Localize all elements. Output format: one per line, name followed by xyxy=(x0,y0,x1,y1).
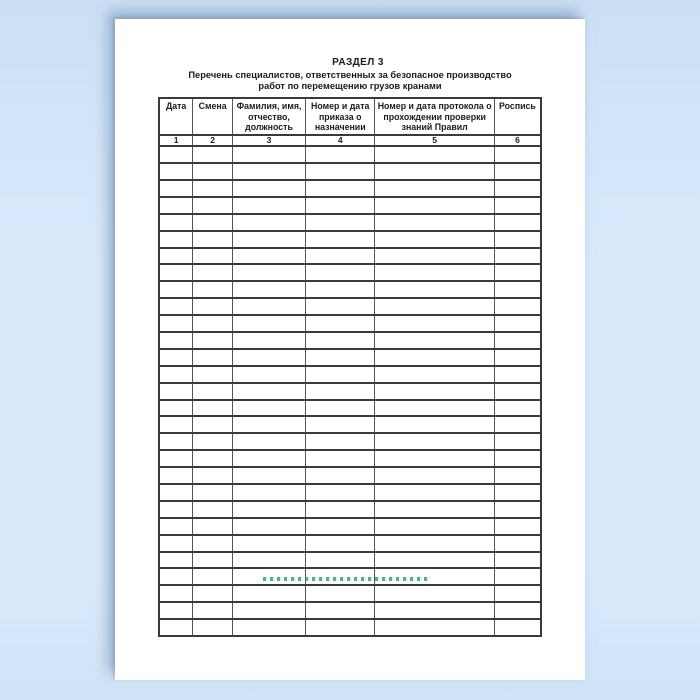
empty-cell xyxy=(233,349,306,366)
empty-cell xyxy=(193,484,233,501)
column-number-row xyxy=(159,135,541,146)
empty-cell xyxy=(233,366,306,383)
empty-cell xyxy=(494,146,541,163)
table-row xyxy=(159,248,541,265)
empty-cell xyxy=(375,383,494,400)
empty-cell xyxy=(305,264,375,281)
empty-cell xyxy=(193,281,233,298)
empty-cell xyxy=(159,281,193,298)
empty-cell xyxy=(159,416,193,433)
empty-cell xyxy=(233,602,306,619)
table-row xyxy=(159,366,541,383)
empty-cell xyxy=(494,180,541,197)
empty-cell xyxy=(233,400,306,417)
empty-cell xyxy=(305,315,375,332)
empty-cell xyxy=(193,349,233,366)
empty-cell xyxy=(159,180,193,197)
empty-cell xyxy=(375,585,494,602)
empty-cell xyxy=(494,501,541,518)
empty-cell xyxy=(305,332,375,349)
empty-cell xyxy=(233,552,306,569)
empty-cell xyxy=(193,501,233,518)
table-row xyxy=(159,281,541,298)
empty-cell xyxy=(159,467,193,484)
empty-cell xyxy=(193,332,233,349)
empty-cell xyxy=(233,315,306,332)
empty-cell xyxy=(305,383,375,400)
empty-cell xyxy=(494,349,541,366)
empty-cell xyxy=(305,180,375,197)
empty-cell xyxy=(305,585,375,602)
empty-cell xyxy=(193,163,233,180)
empty-cell xyxy=(494,585,541,602)
empty-cell xyxy=(233,332,306,349)
empty-cell xyxy=(375,214,494,231)
column-header: Номер и дата приказа о назначении xyxy=(305,98,375,135)
empty-cell xyxy=(159,568,193,585)
table-row xyxy=(159,467,541,484)
empty-cell xyxy=(233,501,306,518)
empty-cell xyxy=(159,163,193,180)
empty-cell xyxy=(494,619,541,636)
empty-cell xyxy=(494,400,541,417)
empty-cell xyxy=(159,383,193,400)
section-title: РАЗДЕЛ 3 xyxy=(332,57,384,68)
empty-cell xyxy=(233,467,306,484)
empty-cell xyxy=(233,231,306,248)
empty-cell xyxy=(375,501,494,518)
empty-cell xyxy=(305,197,375,214)
empty-cell xyxy=(375,349,494,366)
empty-cell xyxy=(233,450,306,467)
empty-cell xyxy=(159,214,193,231)
table-row xyxy=(159,450,541,467)
table-row xyxy=(159,535,541,552)
empty-cell xyxy=(233,214,306,231)
empty-cell xyxy=(305,416,375,433)
empty-cell xyxy=(494,315,541,332)
empty-cell xyxy=(233,433,306,450)
empty-cell xyxy=(494,518,541,535)
column-header: Роспись xyxy=(494,98,541,135)
empty-cell xyxy=(375,248,494,265)
empty-cell xyxy=(494,197,541,214)
empty-cell xyxy=(159,231,193,248)
empty-cell xyxy=(375,315,494,332)
empty-cell xyxy=(375,552,494,569)
empty-cell xyxy=(305,484,375,501)
table-row xyxy=(159,214,541,231)
empty-cell xyxy=(233,180,306,197)
empty-cell xyxy=(305,535,375,552)
empty-cell xyxy=(494,383,541,400)
empty-cell xyxy=(193,602,233,619)
empty-cell xyxy=(159,433,193,450)
empty-cell xyxy=(494,467,541,484)
column-number: 3 xyxy=(233,135,306,146)
empty-cell xyxy=(233,619,306,636)
empty-cell xyxy=(159,366,193,383)
empty-cell xyxy=(305,248,375,265)
empty-cell xyxy=(375,619,494,636)
empty-cell xyxy=(193,416,233,433)
column-header: Номер и дата протокола о прохождении проверки знаний Правил xyxy=(375,98,494,135)
empty-cell xyxy=(375,400,494,417)
empty-cell xyxy=(193,467,233,484)
table-row xyxy=(159,231,541,248)
specialists-table xyxy=(158,97,542,637)
empty-cell xyxy=(159,450,193,467)
empty-cell xyxy=(193,552,233,569)
empty-cell xyxy=(375,180,494,197)
empty-cell xyxy=(193,264,233,281)
empty-cell xyxy=(233,281,306,298)
empty-cell xyxy=(494,552,541,569)
subtitle-line-1: Перечень специалистов, ответственных за безопасное производство xyxy=(188,70,512,80)
empty-cell xyxy=(494,433,541,450)
watermark xyxy=(263,577,431,581)
empty-cell xyxy=(233,535,306,552)
table-row xyxy=(159,163,541,180)
table-row xyxy=(159,416,541,433)
empty-cell xyxy=(305,349,375,366)
empty-cell xyxy=(193,298,233,315)
empty-cell xyxy=(494,248,541,265)
empty-cell xyxy=(375,450,494,467)
empty-cell xyxy=(193,568,233,585)
empty-cell xyxy=(375,264,494,281)
empty-cell xyxy=(375,332,494,349)
empty-cell xyxy=(375,518,494,535)
table-row xyxy=(159,383,541,400)
empty-cell xyxy=(233,146,306,163)
table-row xyxy=(159,602,541,619)
empty-cell xyxy=(193,518,233,535)
column-header: Фамилия, имя, отчество, должность xyxy=(233,98,306,135)
empty-cell xyxy=(193,197,233,214)
empty-cell xyxy=(494,535,541,552)
empty-cell xyxy=(159,197,193,214)
empty-cell xyxy=(193,383,233,400)
empty-cell xyxy=(494,568,541,585)
empty-cell xyxy=(305,214,375,231)
table-row xyxy=(159,197,541,214)
empty-cell xyxy=(305,518,375,535)
empty-cell xyxy=(305,281,375,298)
empty-cell xyxy=(233,298,306,315)
header-row xyxy=(159,98,541,135)
table-row xyxy=(159,433,541,450)
table-row xyxy=(159,585,541,602)
empty-cell xyxy=(494,264,541,281)
empty-cell xyxy=(159,518,193,535)
document-subtitle xyxy=(115,70,585,91)
empty-cell xyxy=(305,146,375,163)
empty-cell xyxy=(305,298,375,315)
empty-cell xyxy=(375,484,494,501)
empty-cell xyxy=(375,231,494,248)
column-header: Смена xyxy=(193,98,233,135)
table-body xyxy=(159,146,541,636)
column-number: 2 xyxy=(193,135,233,146)
empty-cell xyxy=(159,501,193,518)
document-page xyxy=(115,19,585,680)
table-row xyxy=(159,400,541,417)
column-number: 1 xyxy=(159,135,193,146)
empty-cell xyxy=(193,433,233,450)
column-number: 4 xyxy=(305,135,375,146)
table-row xyxy=(159,298,541,315)
table-row xyxy=(159,146,541,163)
empty-cell xyxy=(159,535,193,552)
empty-cell xyxy=(305,501,375,518)
empty-cell xyxy=(494,332,541,349)
table-row xyxy=(159,619,541,636)
empty-cell xyxy=(233,248,306,265)
empty-cell xyxy=(494,450,541,467)
empty-cell xyxy=(159,400,193,417)
empty-cell xyxy=(305,433,375,450)
empty-cell xyxy=(193,315,233,332)
empty-cell xyxy=(305,231,375,248)
empty-cell xyxy=(193,180,233,197)
empty-cell xyxy=(494,231,541,248)
empty-cell xyxy=(305,619,375,636)
table-row xyxy=(159,501,541,518)
empty-cell xyxy=(159,602,193,619)
table-header xyxy=(159,98,541,146)
empty-cell xyxy=(375,416,494,433)
table-row xyxy=(159,484,541,501)
empty-cell xyxy=(305,400,375,417)
table-row xyxy=(159,518,541,535)
empty-cell xyxy=(193,248,233,265)
empty-cell xyxy=(193,214,233,231)
empty-cell xyxy=(159,349,193,366)
empty-cell xyxy=(159,552,193,569)
empty-cell xyxy=(494,298,541,315)
empty-cell xyxy=(233,197,306,214)
empty-cell xyxy=(233,163,306,180)
empty-cell xyxy=(375,281,494,298)
empty-cell xyxy=(193,366,233,383)
empty-cell xyxy=(233,518,306,535)
empty-cell xyxy=(494,281,541,298)
empty-cell xyxy=(233,383,306,400)
empty-cell xyxy=(305,552,375,569)
empty-cell xyxy=(375,433,494,450)
empty-cell xyxy=(159,484,193,501)
empty-cell xyxy=(494,484,541,501)
column-number: 5 xyxy=(375,135,494,146)
empty-cell xyxy=(193,585,233,602)
table-row xyxy=(159,332,541,349)
empty-cell xyxy=(494,416,541,433)
empty-cell xyxy=(494,366,541,383)
table-row xyxy=(159,180,541,197)
empty-cell xyxy=(375,467,494,484)
empty-cell xyxy=(233,416,306,433)
empty-cell xyxy=(233,264,306,281)
table-row xyxy=(159,264,541,281)
empty-cell xyxy=(193,450,233,467)
empty-cell xyxy=(193,619,233,636)
column-number: 6 xyxy=(494,135,541,146)
empty-cell xyxy=(233,484,306,501)
empty-cell xyxy=(375,146,494,163)
empty-cell xyxy=(305,366,375,383)
empty-cell xyxy=(193,231,233,248)
table-row xyxy=(159,315,541,332)
empty-cell xyxy=(375,197,494,214)
table-row xyxy=(159,349,541,366)
empty-cell xyxy=(494,214,541,231)
table-row xyxy=(159,552,541,569)
subtitle-line-2: работ по перемещению грузов кранами xyxy=(258,80,442,91)
empty-cell xyxy=(159,315,193,332)
empty-cell xyxy=(159,619,193,636)
empty-cell xyxy=(375,602,494,619)
empty-cell xyxy=(375,535,494,552)
empty-cell xyxy=(159,248,193,265)
empty-cell xyxy=(305,163,375,180)
empty-cell xyxy=(233,585,306,602)
empty-cell xyxy=(375,366,494,383)
empty-cell xyxy=(305,602,375,619)
empty-cell xyxy=(305,467,375,484)
empty-cell xyxy=(305,450,375,467)
empty-cell xyxy=(193,535,233,552)
empty-cell xyxy=(193,400,233,417)
empty-cell xyxy=(159,298,193,315)
empty-cell xyxy=(159,146,193,163)
empty-cell xyxy=(159,332,193,349)
empty-cell xyxy=(375,163,494,180)
column-header: Дата xyxy=(159,98,193,135)
empty-cell xyxy=(375,298,494,315)
empty-cell xyxy=(159,585,193,602)
empty-cell xyxy=(494,602,541,619)
empty-cell xyxy=(494,163,541,180)
empty-cell xyxy=(193,146,233,163)
empty-cell xyxy=(159,264,193,281)
